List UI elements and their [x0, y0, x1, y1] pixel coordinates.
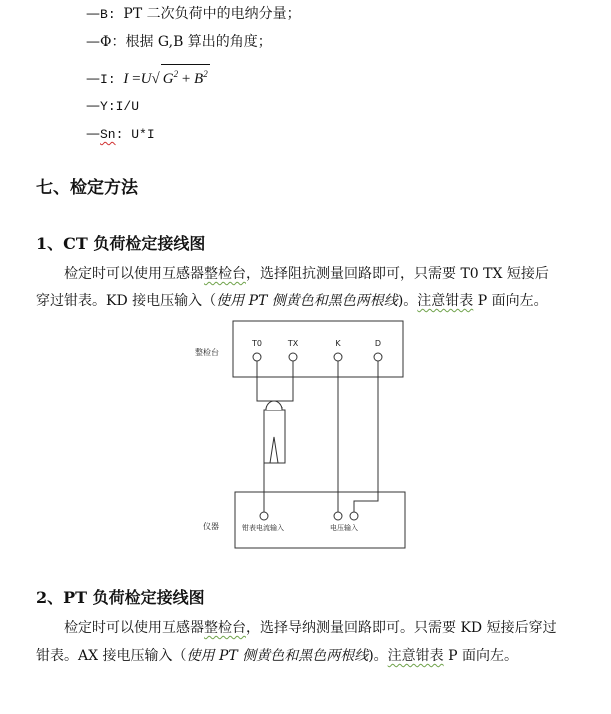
text: 注意钳表: [387, 648, 444, 664]
formula-plus: +: [181, 71, 191, 87]
current-formula: [123, 71, 209, 87]
def-text: U*I: [131, 127, 155, 142]
instrument-label: 仪器: [203, 522, 219, 531]
definition-i: [86, 64, 210, 89]
pt-heading: 2、PT 负荷检定接线图: [36, 588, 205, 607]
text: 使用 PT 侧黄色和黑色两根线: [216, 293, 398, 309]
terminal-label-k: K: [335, 339, 341, 348]
terminal-label-tx: TX: [287, 339, 299, 348]
voltage-input-terminal-k-icon: [334, 512, 342, 520]
text: P 面向左。: [473, 293, 548, 309]
terminal-tx-icon: [289, 353, 297, 361]
voltage-input-terminal-d-icon: [350, 512, 358, 520]
dash: —: [86, 6, 100, 22]
def-sep: :: [115, 127, 132, 142]
ct-heading: 1、CT 负荷检定接线图: [36, 234, 206, 253]
pt-paragraph-line2: [36, 647, 518, 665]
def-text: I/U: [115, 99, 140, 114]
ct-paragraph-line2: [36, 292, 548, 310]
dash: —: [86, 98, 100, 114]
sqrt-icon: √: [151, 71, 160, 87]
clamp-body: [264, 410, 285, 463]
def-text: 根据 G,B 算出的角度；: [125, 34, 272, 50]
def-sep: :: [107, 72, 124, 87]
clamp-input-terminal-icon: [260, 512, 268, 520]
terminal-d-icon: [374, 353, 382, 361]
text: 整检台: [204, 620, 246, 636]
text: 使用 PT 侧黄色和黑色两根线: [186, 648, 369, 664]
dash: —: [86, 71, 100, 87]
dash: —: [86, 126, 100, 142]
def-sep: ：: [111, 34, 126, 50]
text: ，选择阻抗测量回路即可，只需要 T0 TX 短接后: [246, 266, 549, 282]
ct-paragraph-line1: [64, 265, 549, 283]
terminal-label-t0: T0: [252, 339, 262, 348]
text: P 面向左。: [443, 648, 518, 664]
text: 整检台: [204, 266, 246, 282]
text: 穿过钳表。KD 接电压输入（: [36, 293, 217, 309]
text: 注意钳表: [417, 293, 474, 309]
text: ，选择导纳测量回路即可。只需要 KD 短接后穿过: [246, 620, 557, 636]
def-sep: :: [107, 7, 124, 22]
formula-radicand: [161, 64, 210, 88]
text: )。: [368, 648, 388, 664]
def-sep: :: [107, 99, 116, 114]
voltage-input-label: 电压输入: [330, 524, 358, 532]
def-key: I: [100, 72, 108, 87]
formula-exp: 2: [203, 69, 208, 79]
d-wire: [354, 361, 378, 512]
ct-wiring-diagram: [180, 315, 420, 555]
dash: —: [86, 34, 100, 50]
def-key: Φ: [100, 34, 112, 50]
formula-eq: =: [132, 71, 141, 87]
formula-lhs: I: [123, 71, 129, 87]
formula-b: B: [194, 71, 204, 87]
text: 检定时可以使用互感器: [64, 620, 204, 636]
instrument-box: [235, 492, 405, 548]
definition-b: [86, 5, 301, 24]
pt-paragraph-line1: [64, 619, 557, 637]
short-wire: [257, 361, 293, 401]
definition-sn: [86, 125, 155, 144]
test-bench-label: 整检台: [195, 348, 219, 357]
def-key: Y: [100, 99, 108, 114]
formula-exp: 2: [173, 69, 179, 79]
def-text: PT 二次负荷中的电纳分量；: [123, 6, 301, 22]
text: 检定时可以使用互感器: [64, 266, 204, 282]
formula-u: U: [140, 71, 152, 87]
clamp-input-label: 钳表电流输入: [242, 524, 284, 532]
terminal-k-icon: [334, 353, 342, 361]
def-key: Sn: [100, 127, 116, 142]
definition-phi: [86, 33, 272, 51]
def-key: B: [100, 7, 108, 22]
definition-y: [86, 97, 139, 116]
text: 钳表。AX 接电压输入（: [36, 648, 187, 664]
terminal-t0-icon: [253, 353, 261, 361]
terminal-label-d: D: [374, 339, 382, 348]
text: )。: [397, 293, 418, 309]
section-heading: 七、检定方法: [36, 178, 138, 198]
formula-g: G: [162, 71, 174, 87]
